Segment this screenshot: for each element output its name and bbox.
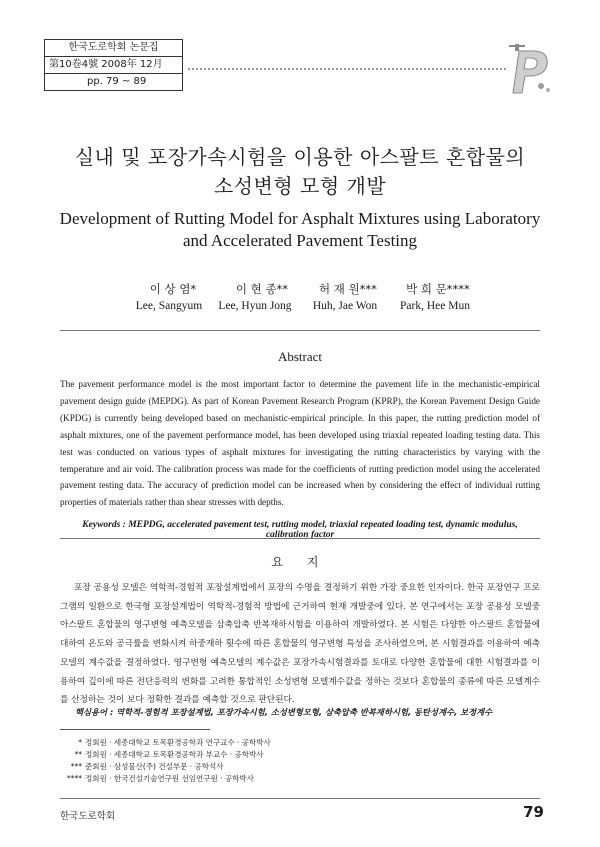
footnote-mark: ** (74, 750, 82, 759)
footnote-text: 정회원 · 세종대학교 토목환경공학과 연구교수 · 공학박사 (85, 738, 271, 747)
author-2-korean: 이 현 종** (235, 282, 289, 296)
header-dotted-rule (188, 68, 506, 70)
abstract-heading: Abstract (277, 349, 323, 364)
yoji-heading: 요 지 (271, 555, 329, 569)
journal-pages: pp. 79 ~ 89 (87, 76, 147, 87)
author-4-korean: 박 희 문**** (406, 282, 470, 296)
author-3-english: Huh, Jae Won (312, 300, 378, 312)
footnote-mark: * (78, 738, 82, 747)
abstract-body: The pavement performance model is the most important factor to determine the pavement life in the mechanistic-empirical pavement design guide (MEPDG). As part of Korean Pavement Research Program (KPRP), the Korean Pavement Design Guide (KPDG) is currently being developed based on mechanistic-empirical principle. In this paper, the rutting prediction model of asphalt mixtures, one of the pavement performance model, has been developed using triaxial repeated loading testing data. This test was conducted on various types of asphalt mixtures for investigating the rutting characteristics by varying with the temperature and air void. The calibration process was made for the coefficients of rutting prediction model using the accelerated pavement testing data. The accuracy of prediction model can be increased when by considering the effect of individual rutting properties of materials rather than shear stresses with depths. (60, 379, 540, 508)
author-4-english: Park, Hee Mun (400, 300, 470, 312)
journal-volume: 第10卷4號 2008年 12月 (45, 57, 182, 74)
footnote-text: 준회원 · 삼성물산(주) 건설부문 · 공학석사 (85, 762, 224, 771)
title-korean-line1: 실내 및 포장가속시험을 이용한 아스팔트 혼합물의 (74, 145, 526, 169)
footnote-mark: *** (70, 762, 82, 771)
title-english-line2: and Accelerated Pavement Testing (182, 231, 418, 250)
footnote-text: 정회원 · 세종대학교 토목환경공학과 부교수 · 공학박사 (85, 750, 264, 759)
divider-line (60, 330, 540, 331)
footnote-1 (60, 737, 360, 748)
footer-rule (60, 798, 540, 799)
footnote-rule (60, 729, 210, 730)
footnote-mark: **** (67, 774, 82, 783)
journal-info-box (44, 39, 183, 91)
title-english-line1: Development of Rutting Model for Asphalt Mixtures using Laboratory (59, 209, 541, 228)
author-2-english: Lee, Hyun Jong (218, 300, 292, 312)
keywords-english: Keywords : MEPDG, accelerated pavement test, rutting model, triaxial repeated loading test, dynamic modulus, calibration factor (82, 520, 518, 540)
journal-name: 한국도로학회 논문집 (45, 40, 182, 57)
footnote-4 (60, 773, 360, 784)
keywords-korean: 핵심용어 : 역학적-경험적 포장설계법, 포장가속시험, 소성변형모형, 삼축압축 반복재하시험, 동탄성계수, 보정계수 (75, 707, 493, 717)
footnote-2 (60, 749, 360, 760)
author-3-korean: 허 재 원*** (319, 282, 377, 296)
author-1-korean: 이 상 염* (149, 282, 197, 296)
yoji-body: 포장 공용성 모델은 역학적-경험적 포장설계법에서 포장의 수명을 결정하기 위한 가장 중요한 인자이다. 한국 포장연구 프로그램의 일환으로 한국형 포장설계법이 역학적-경험적 방법에 근거하여 현재 개발중에 있다. 본 연구에서는 포장 공용성 모델중 아스팔트 혼합물의 영구변형 예측모델을 삼축압축 반복재하시험을 이용하여 개발하였다. 본 시험은 다양한 아스팔트 혼합물에 대하여 온도와 공극률을 변화시켜 하중재하 횟수에 따른 혼합물의 영구변형 특성을 조사하였으며, 본 시험결과를 이용하여 예측모델의 계수값을 결정하였다. 영구변형 예측모델의 계수값은 포장가속시험결과를 토대로 다양한 혼합물에 대한 시험결과를 이용하여 깊이에 따른 전단응력의 변화를 고려한 통합적인 소성변형 모델계수값을 정하는 것보다 혼합물의 종류에 따른 모델계수를 산정하는 것이 보다 정확한 결과를 예측할 것으로 판단된다. (60, 583, 540, 706)
divider-line (60, 538, 540, 539)
title-korean-line2: 소성변형 모형 개발 (213, 174, 387, 198)
page-number: 79 (523, 803, 544, 821)
journal-logo-icon (505, 43, 553, 95)
footnote-3 (60, 761, 360, 772)
footnote-text: 정회원 · 한국건설기술연구원 선임연구원 · 공학박사 (85, 774, 254, 783)
author-1-english: Lee, Sangyum (135, 300, 203, 312)
footer-society-name: 한국도로학회 (60, 811, 116, 822)
